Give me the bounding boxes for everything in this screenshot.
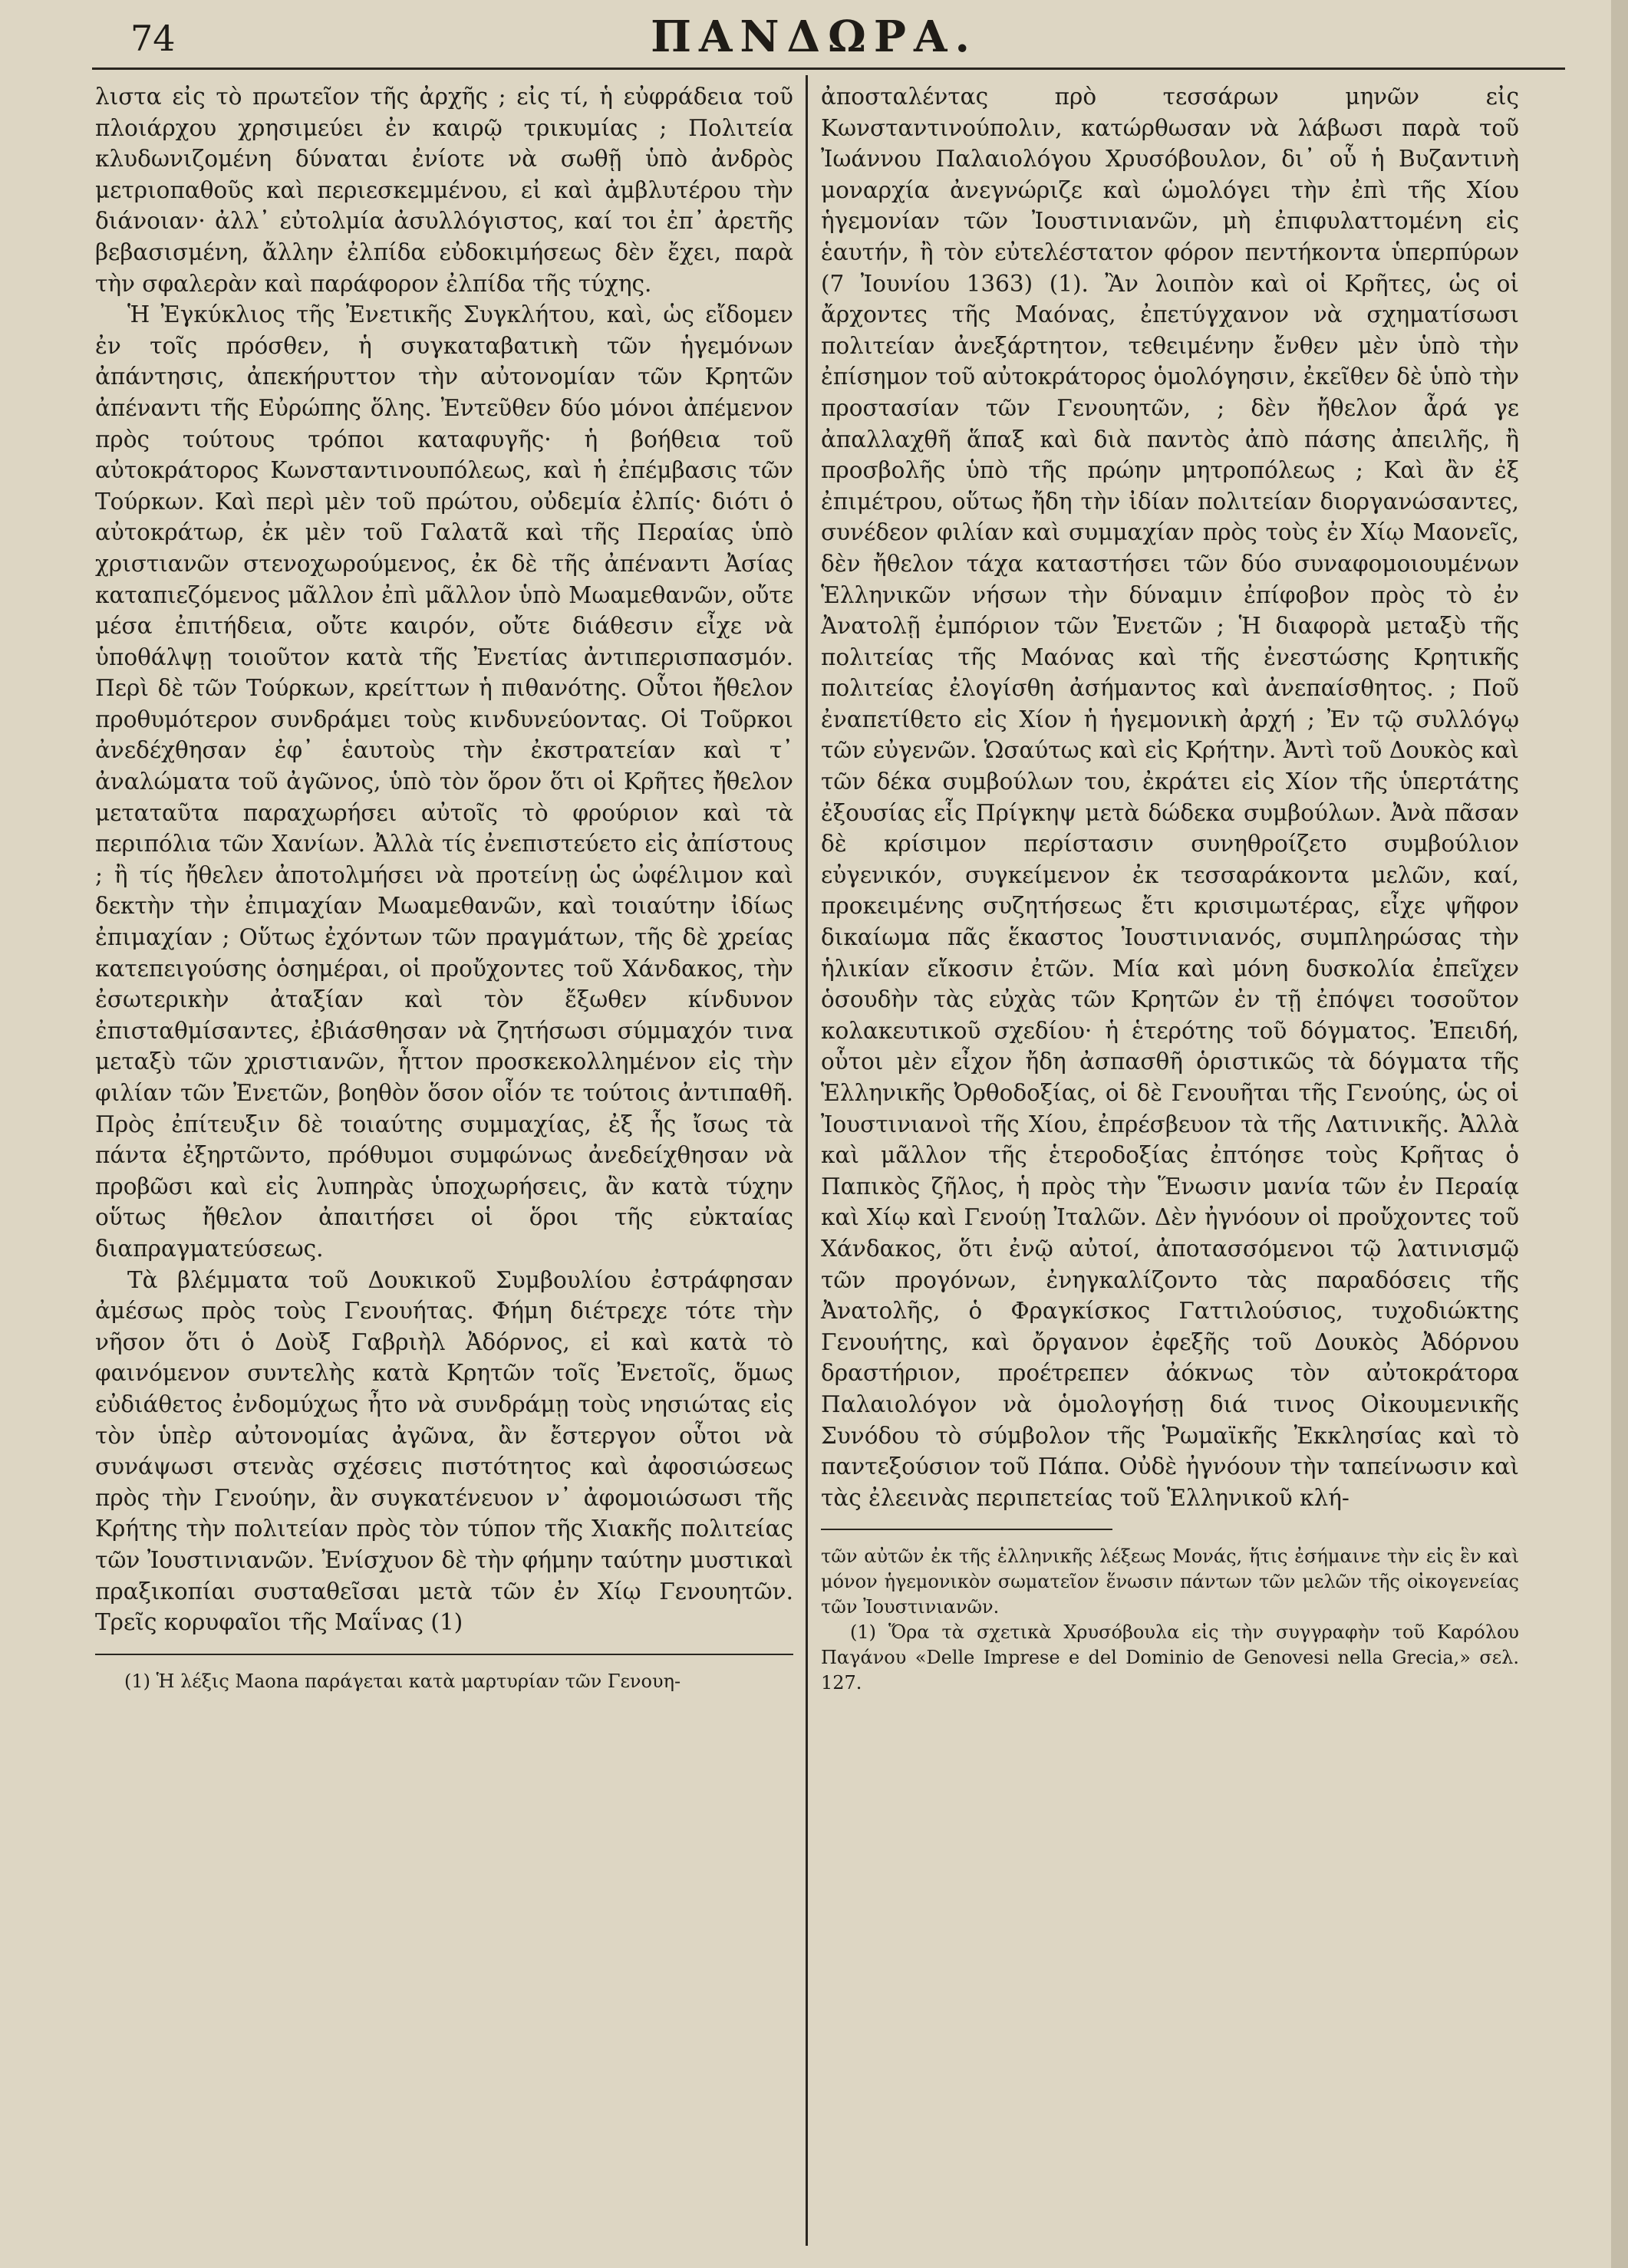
header-rule xyxy=(92,67,1565,70)
left-paragraph-3: Τὰ βλέμματα τοῦ Δουκικοῦ Συμβουλίου ἐστράφησαν ἀμέσως πρὸς τοὺς Γενουήτας. Φήμη διέτρεχε τότε τὴν νῆσον ὅτι ὁ Δοὺξ Γαβριὴλ Ἀδόρνος, εἰ καὶ κατὰ τὸ φαινόμενον συντελὴς κατὰ Κρητῶν τοῖς Ἐνετοῖς, ὅμως εὐδιάθετος ἐνδομύχως ἦτο νὰ συνδράμῃ τοὺς νησιώτας εἰς τὸν ὑπὲρ αὐτονομίας ἀγῶνα, ἂν ἔστεργον οὗτοι νὰ συνάψωσι στενὰς σχέσεις πιστότητος καὶ ἀφοσιώσεως πρὸς τὴν Γενούην, ἂν συγκατένευον ν᾽ ἀφομοιώσωσι τῆς Κρήτης τὴν πολιτείαν πρὸς τὸν τύπον τῆς Χιακῆς πολιτείας τῶν Ἰουστινιανῶν. Ἐνίσχυον δὲ τὴν φήμην ταύτην μυστικαὶ πραξικοπίαι συσταθεῖσαι μετὰ τῶν ἐν Χίῳ Γενουητῶν. Τρεῖς κορυφαῖοι τῆς Μαΐνας (1) xyxy=(95,1266,793,1636)
left-footnote-rule xyxy=(95,1654,793,1655)
right-footnotes xyxy=(821,1544,1519,1696)
right-footnote-1: (1) Ὅρα τὰ σχετικὰ Χρυσόβουλα εἰς τὴν συγγραφὴν τοῦ Καρόλου Παγάνου «Delle Imprese e del Dominio de Genovesi nella Grecia,» σελ. 127. xyxy=(821,1621,1519,1694)
page-number: 74 xyxy=(130,18,176,59)
left-footnotes xyxy=(95,1669,793,1694)
left-paragraph-1: λιστα εἰς τὸ πρωτεῖον τῆς ἀρχῆς ; εἰς τί, ἡ εὐφράδεια τοῦ πλοιάρχου χρησιμεύει ἐν καιρῷ τρικυμίας ; Πολιτεία κλυδωνιζομένη δύναται ἐνίοτε νὰ σωθῇ ὑπὸ ἀνδρὸς μετριοπαθοῦς καὶ περιεσκεμμένου, εἰ καὶ ἀμβλυτέρου τὴν διάνοιαν· ἀλλ᾽ εὐτολμία ἀσυλλόγιστος, καί τοι ἐπ᾽ ἀρετῆς βεβασισμένη, ἄλλην ἐλπίδα εὐδοκιμήσεως δὲν ἔχει, παρὰ τὴν σφαλερὰν καὶ παράφορον ἐλπίδα τῆς τύχης. xyxy=(95,84,793,297)
left-column xyxy=(95,81,793,1694)
left-footnote-1: (1) Ἡ λέξις Maona παράγεται κατὰ μαρτυρίαν τῶν Γενουη- xyxy=(124,1670,681,1692)
left-paragraph-2: Ἡ Ἐγκύκλιος τῆς Ἐνετικῆς Συγκλήτου, καὶ, ὡς εἴδομεν ἐν τοῖς πρόσθεν, ἡ συγκαταβατικὴ τῶν ἡγεμόνων ἀπάντησις, ἀπεκήρυττον τὴν αὐτονομίαν τῶν Κρητῶν ἀπέναντι τῆς Εὐρώπης ὅλης. Ἐντεῦθεν δύο μόνοι ἀπέμενον πρὸς τούτους τρόποι καταφυγῆς· ἡ βοήθεια τοῦ αὐτοκράτορος Κωνσταντινουπόλεως, καὶ ἡ ἐπέμβασις τῶν Τούρκων. Καὶ περὶ μὲν τοῦ πρώτου, οὐδεμία ἐλπίς· διότι ὁ αὐτοκράτωρ, ἐκ μὲν τοῦ Γαλατᾶ καὶ τῆς Περαίας ὑπὸ χριστιανῶν στενοχωρούμενος, ἐκ δὲ τῆς ἀπέναντι Ἀσίας καταπιεζόμενος μᾶλλον ἐπὶ μᾶλλον ὑπὸ Μωαμεθανῶν, οὔτε μέσα ἐπιτήδεια, οὔτε καιρόν, οὔτε διάθεσιν εἶχε νὰ ὑποθάλψῃ τοιοῦτον κατὰ τῆς Ἐνετίας ἀντιπερισπασμόν. Περὶ δὲ τῶν Τούρκων, κρείττων ἡ πιθανότης. Οὗτοι ἤθελον προθυμότερον συνδράμει τοὺς κινδυνεύοντας. Οἱ Τοῦρκοι ἀνεδέχθησαν ἐφ᾽ ἑαυτοὺς τὴν ἐκστρατείαν καὶ τ᾽ ἀναλώματα τοῦ ἀγῶνος, ὑπὸ τὸν ὅρον ὅτι οἱ Κρῆτες ἤθελον μεταταῦτα παραχωρήσει αὐτοῖς τὸ φρούριον καὶ τὰ περιπόλια τῶν Χανίων. Ἀλλὰ τίς ἐνεπιστεύετο εἰς ἀπίστους ; ἢ τίς ἤθελεν ἀποτολμήσει νὰ προτείνῃ ὡς ὠφέλιμον καὶ δεκτὴν τὴν ἐπιμαχίαν Μωαμεθανῶν, καὶ τοιαύτην ἰδίως ἐπιμαχίαν ; Οὕτως ἐχόντων τῶν πραγμάτων, τῆς δὲ χρείας κατεπειγούσης ὁσημέραι, οἱ προὔχοντες τοῦ Χάνδακος, τὴν ἐσωτερικὴν ἀταξίαν καὶ τὸν ἔξωθεν κίνδυνον ἐπισταθμίσαντες, ἐβιάσθησαν νὰ ζητήσωσι σύμμαχόν τινα μεταξὺ τῶν χριστιανῶν, ἧττον προσκεκολλημένον εἰς τὴν φιλίαν τῶν Ἐνετῶν, βοηθὸν ὅσον οἷόν τε τούτοις ἀντιπαθῆ. Πρὸς ἐπίτευξιν δὲ τοιαύτης συμμαχίας, ἐξ ἧς ἴσως τὰ πάντα ἐξηρτῶντο, πρόθυμοι συμφώνως ἀνεδείχθησαν νὰ προβῶσι καὶ εἰς λυπηρὰς ὑποχωρήσεις, ἂν κατὰ τύχην οὕτως ἤθελον ἀπαιτήσει οἱ ὅροι τῆς εὐκταίας διαπραγματεύσεως. xyxy=(95,301,793,1262)
right-paragraph-1: ἀποσταλέντας πρὸ τεσσάρων μηνῶν εἰς Κωνσταντινούπολιν, κατώρθωσαν νὰ λάβωσι παρὰ τοῦ Ἰωάννου Παλαιολόγου Χρυσόβουλον, δι᾽ οὗ ἡ Βυζαντινὴ μοναρχία ἀνεγνώριζε καὶ ὡμολόγει τὴν ἐπὶ τῆς Χίου ἡγεμονίαν τῶν Ἰουστινιανῶν, μὴ ἐπιφυλαττομένη εἰς ἑαυτήν, ἢ τὸν εὐτελέστατον φόρον πεντήκοντα ὑπερπύρων (7 Ἰουνίου 1363) (1). Ἂν λοιπὸν καὶ οἱ Κρῆτες, ὡς οἱ ἄρχοντες τῆς Μαόνας, ἐπετύγχανον νὰ σχηματίσωσι πολιτείαν ἀνεξάρτητον, τεθειμένην ἔνθεν μὲν ὑπὸ τὴν ἐπίσημον τοῦ αὐτοκράτορος ὁμολόγησιν, ἐκεῖθεν δὲ ὑπὸ τὴν προστασίαν τῶν Γενουητῶν, ; δὲν ἤθελον ἆρά γε ἀπαλλαχθῆ ἅπαξ καὶ διὰ παντὸς ἀπὸ πάσης ἀπειλῆς, ἢ προσβολῆς ὑπὸ τῆς πρώην μητροπόλεως ; Καὶ ἂν ἐξ ἐπιμέτρου, οὕτως ἤδη τὴν ἰδίαν πολιτείαν διοργανώσαντες, συνέδεον φιλίαν καὶ συμμαχίαν πρὸς τοὺς ἐν Χίῳ Μαονεῖς, δὲν ἤθελον τάχα καταστήσει τῶν δύο συναφομοιουμένων Ἑλληνικῶν νήσων τὴν δύναμιν ἐπίφοβον πρὸς τὸ ἐν Ἀνατολῇ ἐμπόριον τῶν Ἐνετῶν ; Ἡ διαφορὰ μεταξὺ τῆς πολιτείας τῆς Μαόνας καὶ τῆς ἐνεστώσης Κρητικῆς πολιτείας ἐλογίσθη ἀσήμαντος καὶ ἀνεπαίσθητος. ; Ποῦ ἐναπετίθετο εἰς Χίον ἡ ἡγεμονικὴ ἀρχή ; Ἐν τῷ συλλόγῳ τῶν εὐγενῶν. Ὡσαύτως καὶ εἰς Κρήτην. Ἀντὶ τοῦ Δουκὸς καὶ τῶν δέκα συμβούλων του, ἐκράτει εἰς Χίον τῆς ὑπερτάτης ἐξουσίας εἷς Πρίγκηψ μετὰ δώδεκα συμβούλων. Ἀνὰ πᾶσαν δὲ κρίσιμον περίστασιν συνηθροίζετο συμβούλιον εὐγενικόν, συγκείμενον ἐκ τεσσαράκοντα μελῶν, καί, προκειμένης συζητήσεως ἔτι κρισιμωτέρας, εἶχε ψῆφον δικαίωμα πᾶς ἕκαστος Ἰουστινιανός, συμπληρώσας τὴν ἡλικίαν εἴκοσιν ἐτῶν. Μία καὶ μόνη δυσκολία ἐπεῖχεν ὁσουδὴν τὰς εὐχὰς τῶν Κρητῶν ἐν τῇ ἐπόψει τοσοῦτον κολακευτικοῦ σχεδίου· ἡ ἑτερότης τοῦ δόγματος. Ἐπειδή, οὗτοι μὲν εἶχον ἤδη ἀσπασθῆ ὁριστικῶς τὰ δόγματα τῆς Ἑλληνικῆς Ὀρθοδοξίας, οἱ δὲ Γενουῆται τῆς Γενούης, ὡς οἱ Ἰουστινιανοὶ τῆς Χίου, ἐπρέσβευον τὰ τῆς Λατινικῆς. Ἀλλὰ καὶ μᾶλλον τῆς ἑτεροδοξίας ἐπτόησε τοὺς Κρῆτας ὁ Παπικὸς ζῆλος, ἡ πρὸς τὴν Ἕνωσιν μανία τῶν ἐν Περαίᾳ καὶ Χίῳ καὶ Γενούῃ Ἰταλῶν. Δὲν ἠγνόουν οἱ προὔχοντες τοῦ Χάνδακος, ὅτι ἐνῷ αὐτοί, ἀποτασσόμενοι τῷ λατινισμῷ τῶν προγόνων, ἐνηγκαλίζοντο τὰς παραδόσεις τῆς Ἀνατολῆς, ὁ Φραγκίσκος Γαττιλούσιος, τυχοδιώκτης Γενουήτης, καὶ ὄργανον ἐφεξῆς τοῦ Δουκὸς Ἀδόρνου δραστήριον, προέτρεπεν ἀόκνως τὸν αὐτοκράτορα Παλαιολόγον νὰ ὁμολογήσῃ διά τινος Οἰκουμενικῆς Συνόδου τὸ σύμβολον τῆς Ῥωμαϊκῆς Ἐκκλησίας καὶ τὸ παντεξούσιον τοῦ Πάπα. Οὐδὲ ἠγνόουν τὴν ταπείνωσιν καὶ τὰς ἐλεεινὰς περιπετείας τοῦ Ἑλληνικοῦ κλή- xyxy=(821,84,1519,1511)
right-column xyxy=(821,81,1519,1696)
column-divider xyxy=(806,75,808,2246)
right-footnote-continuation: τῶν αὐτῶν ἐκ τῆς ἑλληνικῆς λέξεως Μονάς, ἥτις ἐσήμαινε τὴν εἰς ἓν καὶ μόνον ἡγεμονικὸν σωματεῖον ἕνωσιν πάντων τῶν μελῶν τῆς οἰκογενείας τῶν Ἰουστινιανῶν. xyxy=(821,1545,1519,1618)
right-footnote-rule xyxy=(821,1529,1112,1530)
scan-edge xyxy=(1611,0,1628,2268)
right-body-text xyxy=(821,81,1519,1513)
running-title: ΠΑΝΔΩΡΑ. xyxy=(651,12,977,62)
left-body-text xyxy=(95,81,793,1638)
